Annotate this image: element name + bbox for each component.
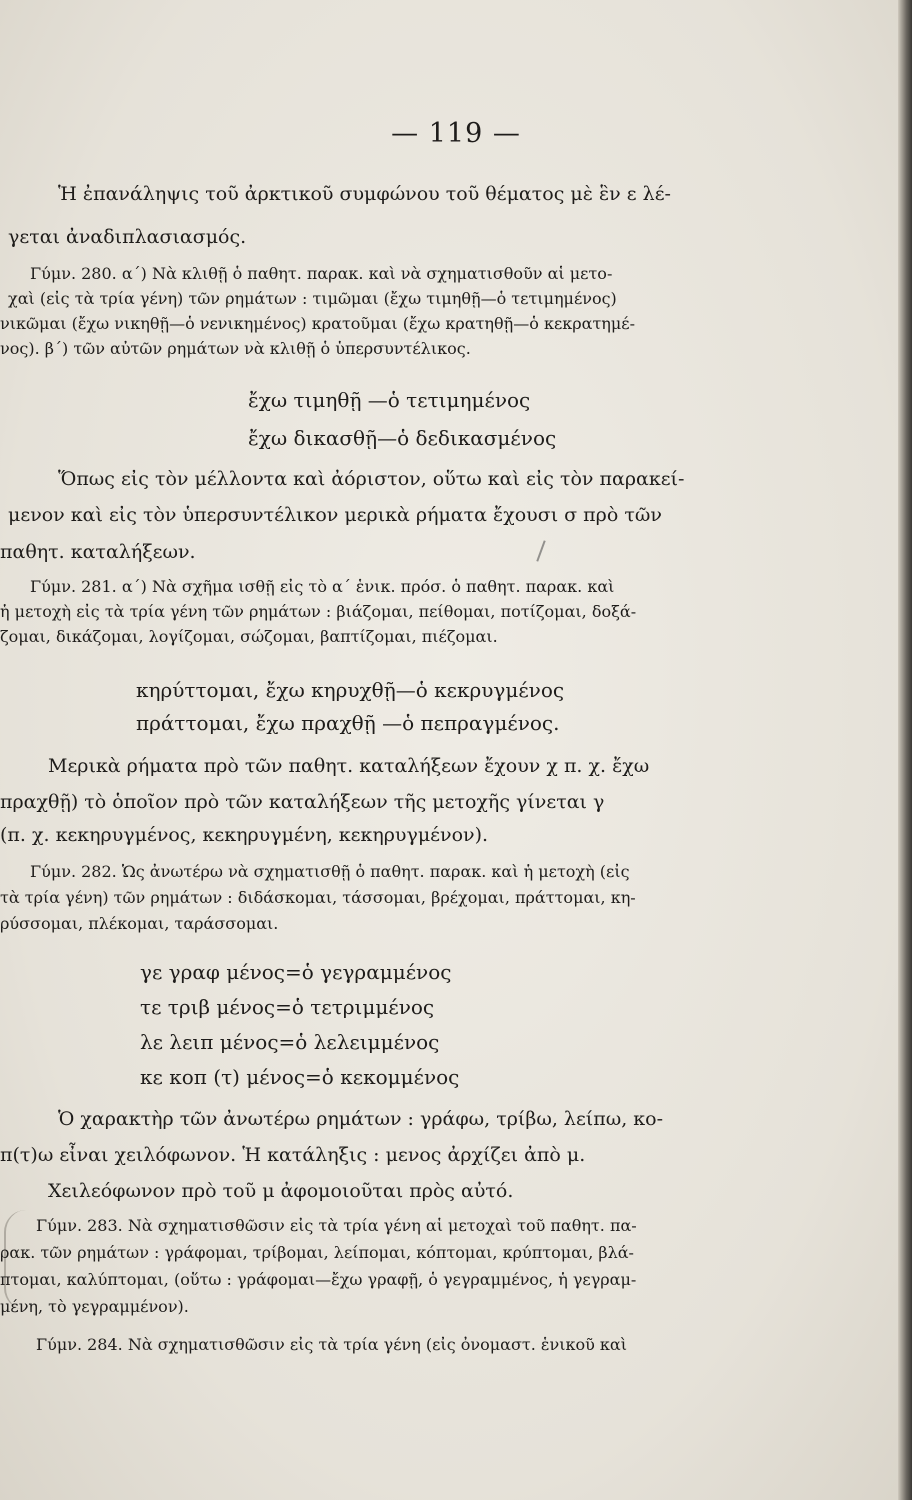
exercise-281-line: ζομαι, δικάζομαι, λογίζομαι, σώζομαι, βαπτίζομαι, πιέζομαι. [0, 627, 498, 646]
exercise-282-line: ρύσσομαι, πλέκομαι, ταράσσομαι. [0, 914, 279, 933]
text-line: Ὁ χαρακτὴρ τῶν ἀνωτέρω ρημάτων : γράφω, τρίβω, λείπω, κο- [58, 1108, 664, 1130]
text-line: Ἡ ἐπανάληψις τοῦ ἀρκτικοῦ συμφώνου τοῦ θέματος μὲ ἓν ε λέ- [58, 183, 671, 205]
ink-mark [536, 540, 545, 561]
exercise-283-line: πτομαι, καλύπτομαι, (οὕτω : γράφομαι—ἔχω γραφῇ, ὁ γεγραμμένος, ἡ γεγραμ- [0, 1270, 637, 1289]
text-line: Μερικὰ ρήματα πρὸ τῶν παθητ. καταλήξεων ἔχουν χ π. χ. ἔχω [48, 755, 650, 777]
text-line: Ὅπως εἰς τὸν μέλλοντα καὶ ἀόριστον, οὕτω καὶ εἰς τὸν παρακεί- [58, 468, 685, 490]
exercise-283-line: μένη, τὸ γεγραμμένον). [0, 1297, 189, 1316]
text-line: (π. χ. κεκηρυγμένος, κεκηρυγμένη, κεκηρυγμένον). [0, 824, 489, 846]
exercise-280-line: χαὶ (εἰς τὰ τρία γένη) τῶν ρημάτων : τιμῶμαι (ἔχω τιμηθῇ—ὁ τετιμημένος) [8, 289, 617, 308]
exercise-280-line: Γύμν. 280. α΄) Νὰ κλιθῇ ὁ παθητ. παρακ. καὶ νὰ σχηματισθοῦν αἱ μετο- [30, 264, 613, 283]
example-line: πράττομαι, ἔχω πραχθῇ —ὁ πεπραγμένος. [136, 711, 560, 735]
text-line: μενον καὶ εἰς τὸν ὑπερσυντέλικον μερικὰ ρήματα ἔχουσι σ πρὸ τῶν [8, 504, 662, 526]
exercise-281-line: Γύμν. 281. α΄) Νὰ σχῆμα ισθῇ εἰς τὸ α΄ ἑνικ. πρόσ. ὁ παθητ. παρακ. καὶ [30, 577, 615, 596]
exercise-283-line: ρακ. τῶν ρημάτων : γράφομαι, τρίβομαι, λείπομαι, κόπτομαι, κρύπτομαι, βλά- [0, 1243, 634, 1262]
text-line: πραχθῇ) τὸ ὁποῖον πρὸ τῶν καταλήξεων τῆς μετοχῆς γίνεται γ [0, 791, 605, 813]
assimilation-row: γε γραφ μένος=ὁ γεγραμμένος [140, 960, 452, 984]
assimilation-row: τε τριβ μένος=ὁ τετριμμένος [140, 995, 435, 1019]
book-spine-shadow [898, 0, 912, 1500]
exercise-280-line: νικῶμαι (ἔχω νικηθῇ—ὁ νενικημένος) κρατοῦμαι (ἔχω κρατηθῇ—ὁ κεκρατημέ- [0, 314, 635, 333]
example-line: κηρύττομαι, ἔχω κηρυχθῇ—ὁ κεκρυγμένος [136, 678, 565, 702]
page-number: — 119 — [391, 118, 521, 149]
exercise-284-line: Γύμν. 284. Νὰ σχηματισθῶσιν εἰς τὰ τρία γένη (εἰς ὀνομαστ. ἑνικοῦ καὶ [36, 1335, 627, 1354]
text-line: γεται ἀναδιπλασιασμός. [8, 226, 247, 248]
example-line: ἔχω τιμηθῇ —ὁ τετιμημένος [248, 388, 531, 412]
exercise-282-line: τὰ τρία γένη) τῶν ρημάτων : διδάσκομαι, τάσσομαι, βρέχομαι, πράττομαι, κη- [0, 888, 636, 907]
example-line: ἔχω δικασθῇ—ὁ δεδικασμένος [248, 426, 557, 450]
exercise-282-line: Γύμν. 282. Ὡς ἀνωτέρω νὰ σχηματισθῇ ὁ παθητ. παρακ. καὶ ἡ μετοχὴ (εἰς [30, 862, 630, 881]
exercise-283-line: Γύμν. 283. Νὰ σχηματισθῶσιν εἰς τὰ τρία γένη αἱ μετοχαὶ τοῦ παθητ. πα- [36, 1216, 637, 1235]
assimilation-row: λε λειπ μένος=ὁ λελειμμένος [140, 1030, 440, 1054]
text-line: π(τ)ω εἶναι χειλόφωνον. Ἡ κατάληξις : μενος ἀρχίζει ἀπὸ μ. [0, 1144, 586, 1166]
exercise-281-line: ἡ μετοχὴ εἰς τὰ τρία γένη τῶν ρημάτων : βιάζομαι, πείθομαι, ποτίζομαι, δοξά- [0, 602, 637, 621]
text-line: Χειλεόφωνον πρὸ τοῦ μ ἀφομοιοῦται πρὸς αὐτό. [48, 1180, 514, 1202]
assimilation-row: κε κοπ (τ) μένος=ὁ κεκομμένος [140, 1065, 460, 1089]
text-line: παθητ. καταλήξεων. [0, 541, 196, 563]
exercise-280-line: νος). β΄) τῶν αὐτῶν ρημάτων νὰ κλιθῇ ὁ ὑπερσυντέλικος. [0, 339, 471, 358]
